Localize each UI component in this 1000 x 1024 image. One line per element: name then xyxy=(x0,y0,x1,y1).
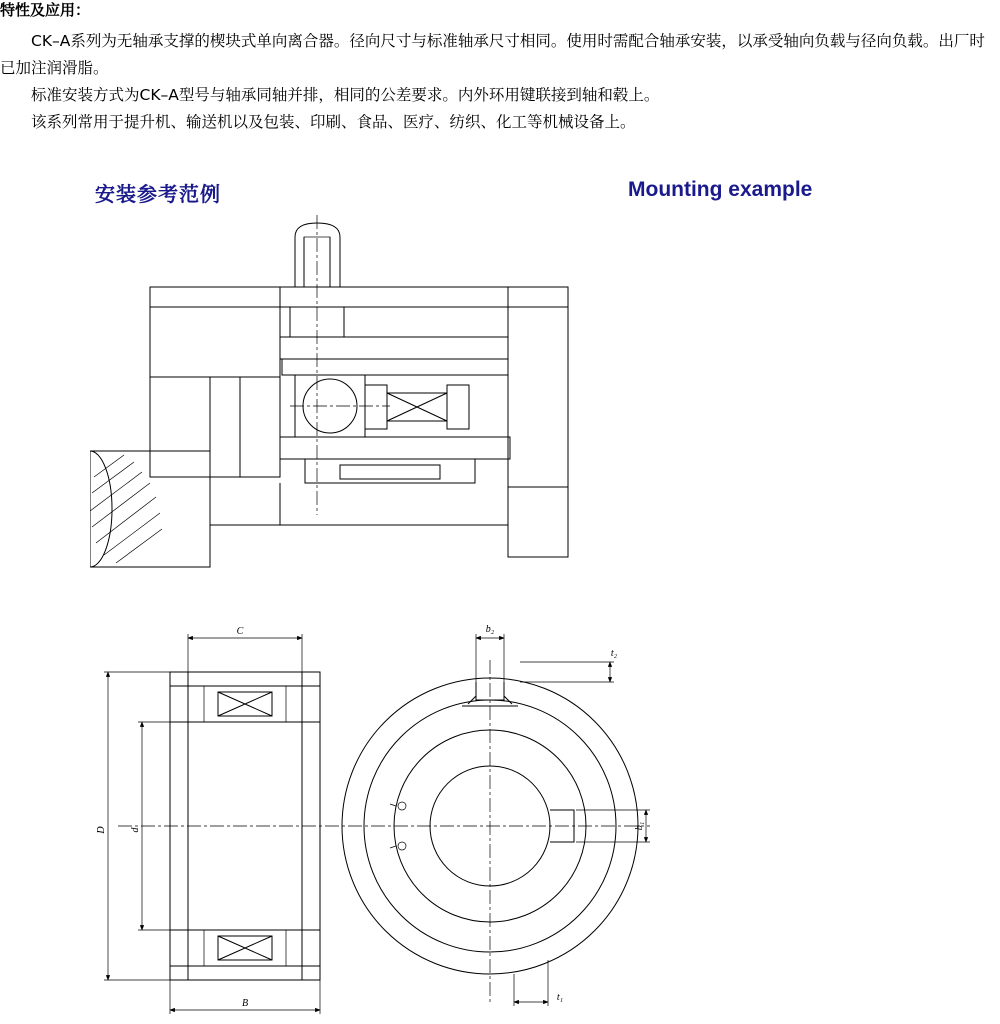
label-t2: t₂ xyxy=(610,648,618,659)
figure-title-en: Mounting example xyxy=(628,178,813,201)
mounting-example-assembly-drawing xyxy=(90,215,730,605)
label-C: C xyxy=(236,626,244,637)
body-text-block xyxy=(0,28,1000,136)
figure-title-cn: 安装参考范例 xyxy=(95,182,221,206)
paragraph-1: CK–A系列为无轴承支撑的楔块式单向离合器。径向尺寸与标准轴承尺寸相同。使用时需配合轴承安装，以承受轴向负载与径向负载。出厂时已加注润滑脂。 xyxy=(0,32,985,77)
paragraph-3: 该系列常用于提升机、输送机以及包装、印刷、食品、医疗、纺织、化工等机械设备上。 xyxy=(31,113,636,131)
paragraph-2: 标准安装方式为CK–A型号与轴承同轴并排，相同的公差要求。内外环用键联接到轴和毂上。 xyxy=(31,86,660,104)
label-b1: b₁ xyxy=(634,821,645,831)
label-D: D xyxy=(96,826,107,834)
label-b2: b₂ xyxy=(485,624,495,635)
label-B: B xyxy=(241,998,249,1009)
dimension-drawing xyxy=(90,620,790,1020)
label-t1: t₁ xyxy=(556,992,564,1003)
label-d: d xyxy=(130,827,141,833)
section-heading: 特性及应用： xyxy=(0,1,91,19)
